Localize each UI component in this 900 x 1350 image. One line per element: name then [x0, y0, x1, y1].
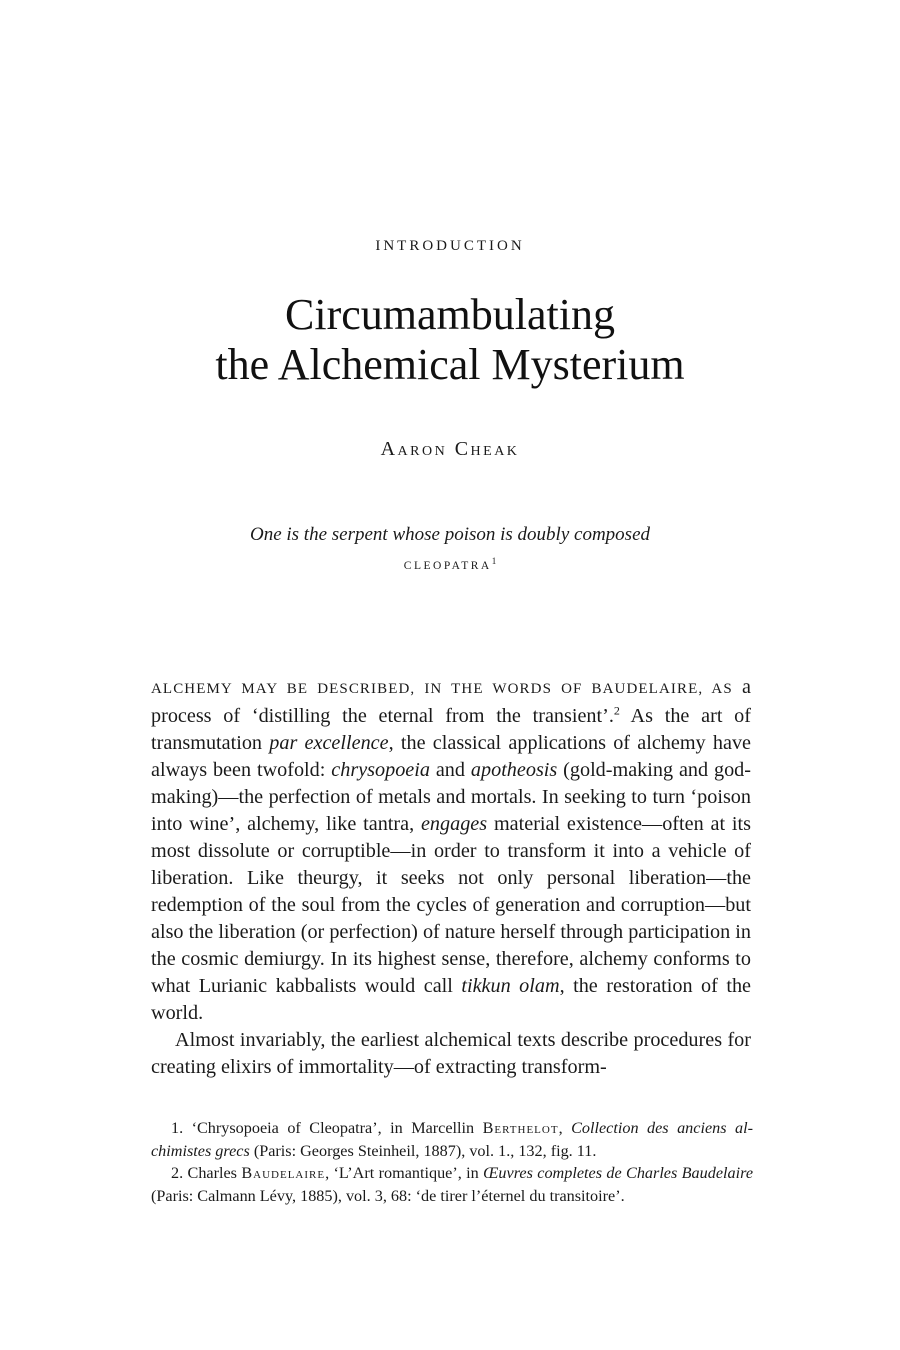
paragraph-1: ALCHEMY MAY BE DESCRIBED, IN THE WORDS OF BAUDELAIRE, AS a process of ‘distilling the eternal from the transient’.$^2$ As the art of transmutation par excellence, the classical applications of alchemy have always been twofold: chrysopoeia and apotheosis (gold-making and god-making)—the perfection of metals and mortals. In seeking to turn ‘poison into wine’, alchemy, like tantra, engages material existence—often at its most dissolute or corruptible—in order to transform it into a vehicle of liberation. Like theurgy, it seeks not only personal liberation—the redemption of the soul from the cycles of generation and corruption—but also the liberation (or perfection) of nature herself through participation in the cosmic demiurgy. In its highest sense, therefore, alchemy conforms to what Lurianic kabbalists would call tikkun olam, the restoration of the world.: [151, 676, 752, 1024]
section-label: INTRODUCTION: [375, 238, 525, 254]
body-text: [151, 674, 751, 1081]
footnotes: [151, 1117, 753, 1207]
epigraph-quote: One is the serpent whose poison is doubly composed: [249, 524, 650, 545]
footnote-ref-2: 2: [613, 703, 620, 718]
title-line-1: Circumambulating: [285, 290, 615, 339]
paragraph-2: Almost invariably, the earliest alchemical texts describe procedures for creating elixirs of immortality—of extracting transform-: [151, 1029, 751, 1078]
opening-line: ALCHEMY MAY BE DESCRIBED, IN THE WORDS OF BAUDELAIRE, AS: [151, 681, 733, 697]
footnote-2: 2. Charles Baudelaire, ‘L’Art romantique’, in Œuvres completes de Charles Baudelaire (Paris: Calmann Lévy, 1885), vol. 3, 68: ‘de tirer l’éternel du transitoire’.: [151, 1164, 753, 1205]
title-line-2: the Alchemical Mysterium: [215, 340, 685, 389]
footnote-1: 1. ‘Chrysopoeia of Cleopatra’, in Marcellin Berthelot, Collection des anciens alchimistes grecs (Paris: Georges Steinheil, 1887), vol. 1., 132, fig. 11.: [151, 1119, 753, 1160]
footnote-ref-1: 1: [491, 556, 497, 566]
author-name: Aaron Cheak: [380, 438, 520, 460]
chapter-title: [0, 290, 900, 390]
epigraph-attribution: [0, 556, 900, 572]
epigraph-attribution-name: CLEOPATRA: [403, 559, 492, 572]
